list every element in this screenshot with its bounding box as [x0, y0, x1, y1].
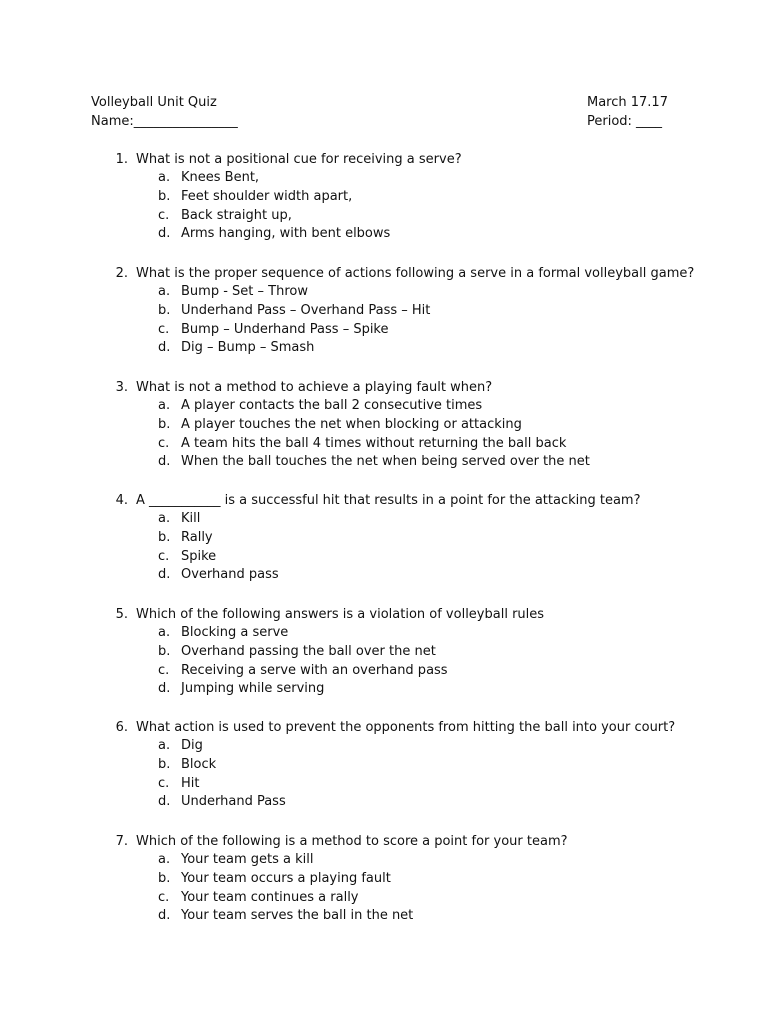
- question-text: What is the proper sequence of actions following a serve in a formal volleyball game?: [136, 266, 695, 281]
- option-letter: c.: [158, 775, 170, 791]
- option-text: Feet shoulder width apart,: [181, 188, 353, 204]
- answer-option: [0, 225, 768, 244]
- option-text: Your team continues a rally: [181, 889, 359, 905]
- question-3: [0, 378, 768, 472]
- answer-option: [0, 793, 768, 812]
- answer-option: [0, 737, 768, 756]
- option-letter: a.: [158, 170, 171, 185]
- question-text: A ___________ is a successful hit that results in a point for the attacking team?: [136, 493, 641, 508]
- option-letter: a.: [158, 511, 171, 526]
- option-letter: d.: [158, 226, 171, 242]
- answer-option: [0, 548, 768, 567]
- option-letter: c.: [158, 321, 170, 337]
- option-text: Dig: [181, 738, 203, 753]
- option-text: Arms hanging, with bent elbows: [181, 226, 391, 242]
- option-text: Your team gets a kill: [181, 852, 314, 867]
- option-letter: b.: [158, 529, 171, 545]
- option-letter: d.: [158, 567, 171, 583]
- option-letter: a.: [158, 625, 171, 640]
- quiz-title: Volleyball Unit Quiz: [91, 95, 217, 110]
- option-letter: c.: [158, 889, 170, 905]
- option-letter: a.: [158, 398, 171, 413]
- answer-option: [0, 662, 768, 681]
- answer-option: [0, 453, 768, 472]
- option-letter: d.: [158, 908, 171, 924]
- question-text: What is not a method to achieve a playing fault when?: [136, 380, 493, 395]
- option-text: When the ball touches the net when being served over the net: [181, 454, 590, 470]
- option-letter: c.: [158, 207, 170, 223]
- option-text: Knees Bent,: [181, 170, 260, 185]
- option-letter: a.: [158, 284, 171, 299]
- answer-option: [0, 680, 768, 699]
- option-letter: c.: [158, 548, 170, 564]
- answer-option: [0, 435, 768, 454]
- option-letter: a.: [158, 852, 171, 867]
- question-text: What action is used to prevent the opponents from hitting the ball into your court?: [136, 720, 676, 735]
- option-text: Overhand pass: [181, 567, 279, 583]
- answer-option: [0, 339, 768, 358]
- option-text: Overhand passing the ball over the net: [181, 643, 436, 659]
- answer-option: [0, 397, 768, 416]
- option-letter: d.: [158, 681, 171, 697]
- option-text: Jumping while serving: [181, 681, 325, 697]
- question-number: 5.: [115, 607, 128, 622]
- header-right: [587, 93, 668, 131]
- option-text: Bump – Underhand Pass – Spike: [181, 321, 389, 337]
- option-text: A player touches the net when blocking or attacking: [181, 416, 522, 432]
- quiz-date: March 17.17: [587, 95, 668, 110]
- option-text: Your team occurs a playing fault: [181, 870, 391, 886]
- question-text: Which of the following is a method to score a point for your team?: [136, 834, 568, 849]
- option-text: Dig – Bump – Smash: [181, 340, 315, 356]
- answer-option: [0, 870, 768, 889]
- option-letter: c.: [158, 435, 170, 451]
- answer-option: [0, 889, 768, 908]
- option-letter: b.: [158, 302, 171, 318]
- option-letter: d.: [158, 340, 171, 356]
- option-text: Blocking a serve: [181, 625, 289, 640]
- option-text: Hit: [181, 775, 200, 791]
- option-letter: b.: [158, 870, 171, 886]
- option-letter: d.: [158, 794, 171, 810]
- option-letter: b.: [158, 756, 171, 772]
- answer-option: [0, 529, 768, 548]
- option-letter: d.: [158, 454, 171, 470]
- answer-option: [0, 643, 768, 662]
- answer-option: [0, 756, 768, 775]
- question-2: [0, 264, 768, 358]
- option-text: Underhand Pass – Overhand Pass – Hit: [181, 302, 431, 318]
- option-text: A player contacts the ball 2 consecutive times: [181, 398, 483, 413]
- answer-option: [0, 566, 768, 585]
- name-field-label: Name:________________: [91, 114, 238, 129]
- option-text: A team hits the ball 4 times without returning the ball back: [181, 435, 567, 451]
- option-text: Rally: [181, 529, 213, 545]
- option-letter: c.: [158, 662, 170, 678]
- option-letter: b.: [158, 643, 171, 659]
- question-7: [0, 832, 768, 926]
- option-letter: b.: [158, 416, 171, 432]
- answer-option: [0, 510, 768, 529]
- answer-option: [0, 321, 768, 340]
- option-text: Back straight up,: [181, 207, 292, 223]
- option-letter: b.: [158, 188, 171, 204]
- question-number: 2.: [115, 266, 128, 281]
- answer-option: [0, 775, 768, 794]
- question-5: [0, 605, 768, 699]
- question-number: 7.: [115, 834, 128, 849]
- header-left: [91, 93, 238, 131]
- answer-option: [0, 169, 768, 188]
- answer-option: [0, 907, 768, 926]
- answer-option: [0, 851, 768, 870]
- option-text: Spike: [181, 548, 217, 564]
- question-number: 4.: [115, 493, 128, 508]
- answer-option: [0, 283, 768, 302]
- answer-option: [0, 624, 768, 643]
- option-text: Bump - Set – Throw: [181, 284, 308, 299]
- question-text: Which of the following answers is a violation of volleyball rules: [136, 607, 545, 622]
- question-1: [0, 150, 768, 244]
- question-number: 1.: [115, 152, 128, 167]
- option-text: Receiving a serve with an overhand pass: [181, 662, 448, 678]
- question-number: 3.: [115, 380, 128, 395]
- answer-option: [0, 416, 768, 435]
- question-4: [0, 491, 768, 585]
- answer-option: [0, 207, 768, 226]
- option-text: Kill: [181, 511, 201, 526]
- answer-option: [0, 188, 768, 207]
- question-text: What is not a positional cue for receiving a serve?: [136, 152, 462, 167]
- period-field-label: Period: ____: [587, 114, 663, 129]
- question-6: [0, 718, 768, 812]
- option-letter: a.: [158, 738, 171, 753]
- option-text: Block: [181, 756, 217, 772]
- option-text: Your team serves the ball in the net: [181, 908, 414, 924]
- answer-option: [0, 302, 768, 321]
- option-text: Underhand Pass: [181, 794, 286, 810]
- question-number: 6.: [115, 720, 128, 735]
